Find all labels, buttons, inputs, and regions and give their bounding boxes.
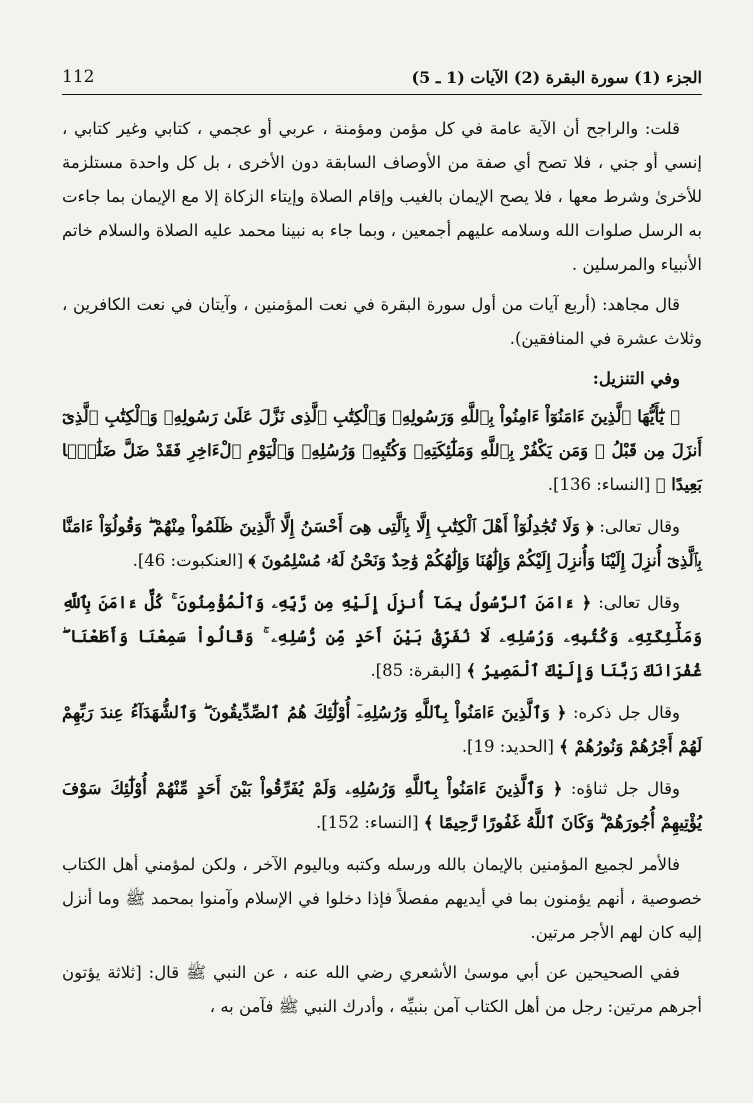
quran-verse: ﴿ وَٱلَّذِينَ ءَامَنُواْ بِٱللَّهِ وَرُسُلِهِۦٓ أُوْلَٰٓئِكَ هُمُ ٱلصِّدِّيقُونَ ۖ وَٱلشُّهَدَآءُ عِندَ رَبِّهِمْ لَهُمْ أَجْرُهُمْ وَنُورُهُمْ ﴾: [62, 703, 702, 756]
verse-intro: وقال تعالى:: [598, 593, 680, 612]
paragraph-ahl-kitab: فالأمر لجميع المؤمنين بالإيمان بالله ورسله وكتبه وباليوم الآخر ، ولكن لمؤمني أهل الكتاب خصوصية ، أنهم يؤمنون بما في أيديهم مفصلاً فإذا دخلوا في الإسلام وآمنوا بمحمد ﷺ وما أنزل إليه كان لهم الأجر مرتين.: [62, 855, 702, 942]
verse-citation: [النساء: 152].: [315, 813, 419, 832]
verse-intro: وقال جل ثناؤه:: [570, 779, 680, 798]
quran-verse: ﴿ يَٰٓأَيُّهَا ٱلَّذِينَ ءَامَنُوٓاْ ءَامِنُواْ بِٱللَّهِ وَرَسُولِهِۦ وَٱلْكِتَٰبِ ٱلَّذِى نَزَّلَ عَلَىٰ رَسُولِهِۦ وَٱلْكِتَٰبِ ٱلَّذِىٓ أَنزَلَ مِن قَبْلُ ۚ وَمَن يَكْفُرْ بِٱللَّهِ وَمَلَٰٓئِكَتِهِۦ وَكُتُبِهِۦ وَرُسُلِهِۦ وَٱلْيَوْمِ ٱلْءَاخِرِ فَقَدْ ضَلَّ ضَلَٰلًۢا بَعِيدًا ﴾: [62, 407, 702, 494]
page-number: 112: [62, 67, 95, 87]
paragraph-sahihayn: ففي الصحيحين عن أبي موسىٰ الأشعري رضي الله عنه ، عن النبي ﷺ قال: [ثلاثة يؤتون أجرهم مرتين: رجل من أهل الكتاب آمن بنبيِّه ، وأدرك النبي ﷺ فآمن به ،: [62, 963, 702, 1016]
paragraph-mujahid: قال مجاهد: (أربع آيات من أول سورة البقرة في نعت المؤمنين ، وآيتان في نعت الكافرين ، وثلاث عشرة في المنافقين).: [62, 295, 702, 348]
running-title: الجزء (1) سورة البقرة (2) الآيات (1 ـ 5): [411, 67, 702, 87]
verse-block-3: [62, 586, 702, 688]
verse-block-4: [62, 696, 702, 764]
paragraph-rajih: قلت: والراجح أن الآية عامة في كل مؤمن ومؤمنة ، عربي أو عجمي ، كتابي وغير كتابي ، إنسي أو جني ، فلا تصح أي صفة من الأوصاف السابقة دون الأخرى ، بل كل واحدة مستلزمة للأخرىٰ وشرط معها ، فلا يصح الإيمان بالغيب وإقام الصلاة وإيتاء الزكاة إلا مع الإيمان بما جاءت به الرسل صلوات الله وسلامه عليهم أجمعين ، وبما جاء به نبينا محمد عليه الصلاة والسلام خاتم الأنبياء والمرسلين .: [62, 119, 702, 274]
page-body: [62, 112, 702, 1030]
verse-block-2: [62, 510, 702, 578]
header-rule: [62, 94, 702, 95]
verse-block-5: [62, 772, 702, 840]
verse-citation: [الحديد: 19].: [461, 737, 554, 756]
quran-verse: ﴿ وَٱلَّذِينَ ءَامَنُواْ بِٱللَّهِ وَرُسُلِهِۦ وَلَمْ يُفَرِّقُواْ بَيْنَ أَحَدٍ مِّنْهُمْ أُوْلَٰٓئِكَ سَوْفَ يُؤْتِيهِمْ أُجُورَهُمْ ۗ وَكَانَ ٱللَّهُ غَفُورًا رَّحِيمًا ﴾: [62, 779, 702, 832]
verse-intro: وقال تعالى:: [599, 517, 680, 536]
verse-citation: [البقرة: 85].: [370, 661, 462, 680]
verse-intro: وقال جل ذكره:: [572, 703, 680, 722]
section-heading-tanzil: وفي التنزيل:: [592, 369, 680, 388]
quran-verse: ﴿ وَلَا تُجَٰدِلُوٓاْ أَهْلَ ٱلْكِتَٰبِ إِلَّا بِٱلَّتِى هِىَ أَحْسَنُ إِلَّا ٱلَّذِينَ ظَلَمُواْ مِنْهُمْ ۖ وَقُولُوٓاْ ءَامَنَّا بِٱلَّذِىٓ أُنزِلَ إِلَيْنَا وَأُنزِلَ إِلَيْكُمْ وَإِلَٰهُنَا وَإِلَٰهُكُمْ وَٰحِدٌ وَنَحْنُ لَهُۥ مُسْلِمُونَ ﴾: [62, 517, 702, 570]
verse-citation: [النساء: 136].: [547, 475, 651, 494]
verse-block-1: [62, 400, 702, 502]
page-header: [62, 62, 702, 92]
verse-citation: [العنكبوت: 46].: [132, 551, 244, 570]
quran-verse: ﴿ ءَامَنَ ٱلرَّسُولُ بِمَآ أُنزِلَ إِلَيْهِ مِن رَّبِّهِۦ وَٱلْمُؤْمِنُونَ ۚ كُلٌّ ءَامَنَ بِٱللَّهِ وَمَلَٰٓئِكَتِهِۦ وَكُتُبِهِۦ وَرُسُلِهِۦ لَا نُفَرِّقُ بَيْنَ أَحَدٍ مِّن رُّسُلِهِۦ ۚ وَقَالُواْ سَمِعْنَا وَأَطَعْنَا ۖ غُفْرَانَكَ رَبَّنَا وَإِلَيْكَ ٱلْمَصِيرُ ﴾: [62, 593, 702, 680]
